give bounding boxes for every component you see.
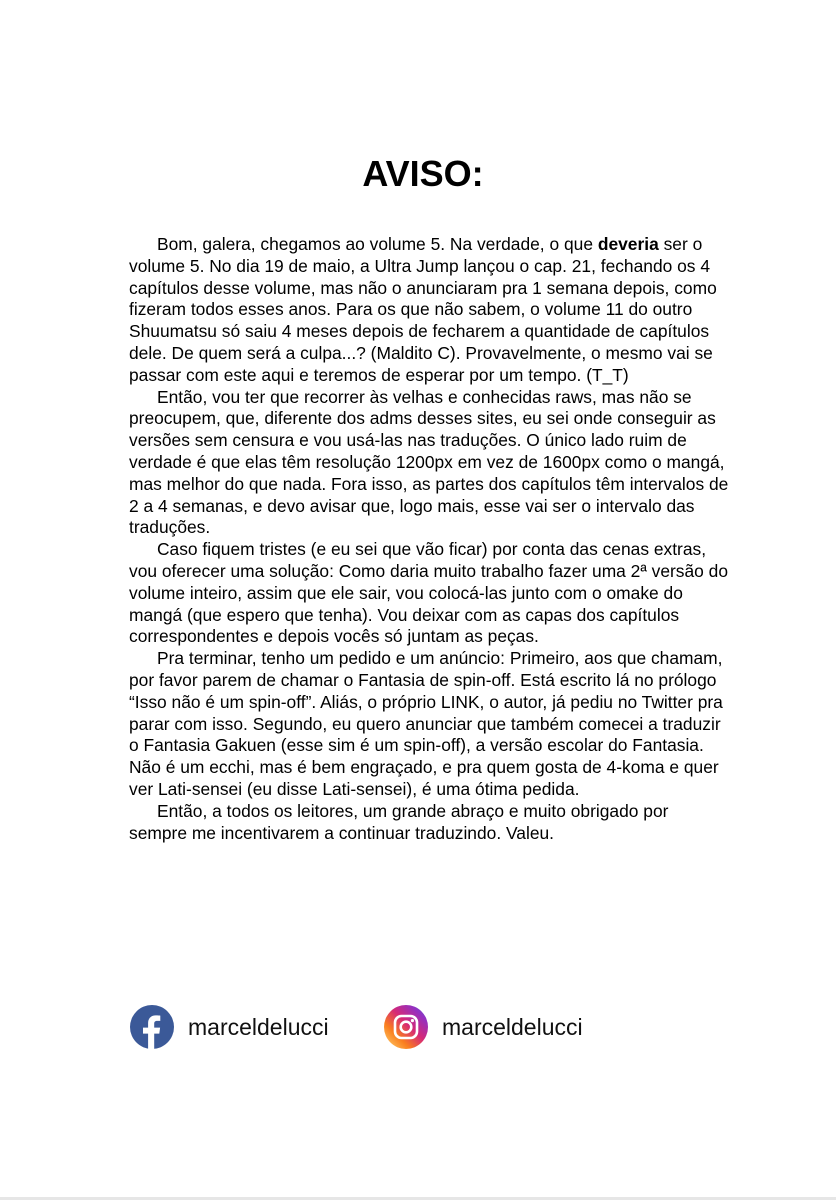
facebook-link[interactable] bbox=[130, 1005, 329, 1049]
emphasis-word: deveria bbox=[597, 234, 659, 254]
paragraph-1 bbox=[129, 234, 729, 387]
paragraph-4: Pra terminar, tenho um pedido e um anúncio: Primeiro, aos que chamam, por favor parem de chamar o Fantasia de spin-off. Está escrito lá no prólogo “Isso não é um spin-off”. Aliás, o próprio LINK, o autor, já pediu no Twitter pra parar com isso. Segundo, eu quero anunciar que também comecei a traduzir o Fantasia Gakuen (esse sim é um spin-off), a versão escolar do Fantasia. Não é um ecchi, mas é bem engraçado, e pra quem gosta de 4-koma e quer ver Lati-sensei (eu disse Lati-sensei), é uma ótima pedida. bbox=[129, 648, 723, 799]
facebook-icon bbox=[130, 1005, 174, 1049]
paragraph-5: Então, a todos os leitores, um grande abraço e muito obrigado por sempre me incentivarem a continuar traduzindo. Valeu. bbox=[129, 800, 669, 843]
instagram-handle: marceldelucci bbox=[442, 1014, 583, 1040]
paragraph-2: Então, vou ter que recorrer às velhas e conhecidas raws, mas não se preocupem, que, diferente dos adms desses sites, eu sei onde conseguir as versões sem censura e vou usá-las nas traduções. O único lado ruim de verdade é que elas têm resolução 1200px em vez de 1600px como o mangá, mas melhor do que nada. Fora isso, as partes dos capítulos têm intervalos de 2 a 4 semanas, e devo avisar que, logo mais, esse vai ser o intervalo das traduções. bbox=[129, 386, 729, 538]
paragraph-1-end: ser o volume 5. No dia 19 de maio, a Ultra Jump lançou o cap. 21, fechando os 4 capítulos desse volume, mas não o anunciaram pra 1 semana depois, como fizeram todos esses anos. Para os que não sabem, o volume 11 do outro Shuumatsu só saiu 4 meses depois de fecharem a quantidade de capítulos dele. De quem será a culpa...? (Maldito C). Provavelmente, o mesmo vai se passar com este aqui e teremos de esperar por um tempo. (T_T) bbox=[129, 234, 717, 385]
page-title: AVISO: bbox=[362, 153, 484, 194]
instagram-icon bbox=[384, 1005, 428, 1049]
notice-body bbox=[129, 234, 729, 844]
instagram-link[interactable] bbox=[384, 1005, 583, 1049]
paragraph-3: Caso fiquem tristes (e eu sei que vão ficar) por conta das cenas extras, vou oferecer uma solução: Como daria muito trabalho fazer uma 2ª versão do volume inteiro, assim que ele sair, vou colocá-las junto com o omake do mangá (que espero que tenha). Vou deixar com as capas dos capítulos correspondentes e depois vocês só juntam as peças. bbox=[129, 539, 728, 647]
paragraph-1-start: Bom, galera, chegamos ao volume 5. Na verdade, o que bbox=[157, 234, 598, 254]
facebook-handle: marceldelucci bbox=[188, 1014, 329, 1040]
